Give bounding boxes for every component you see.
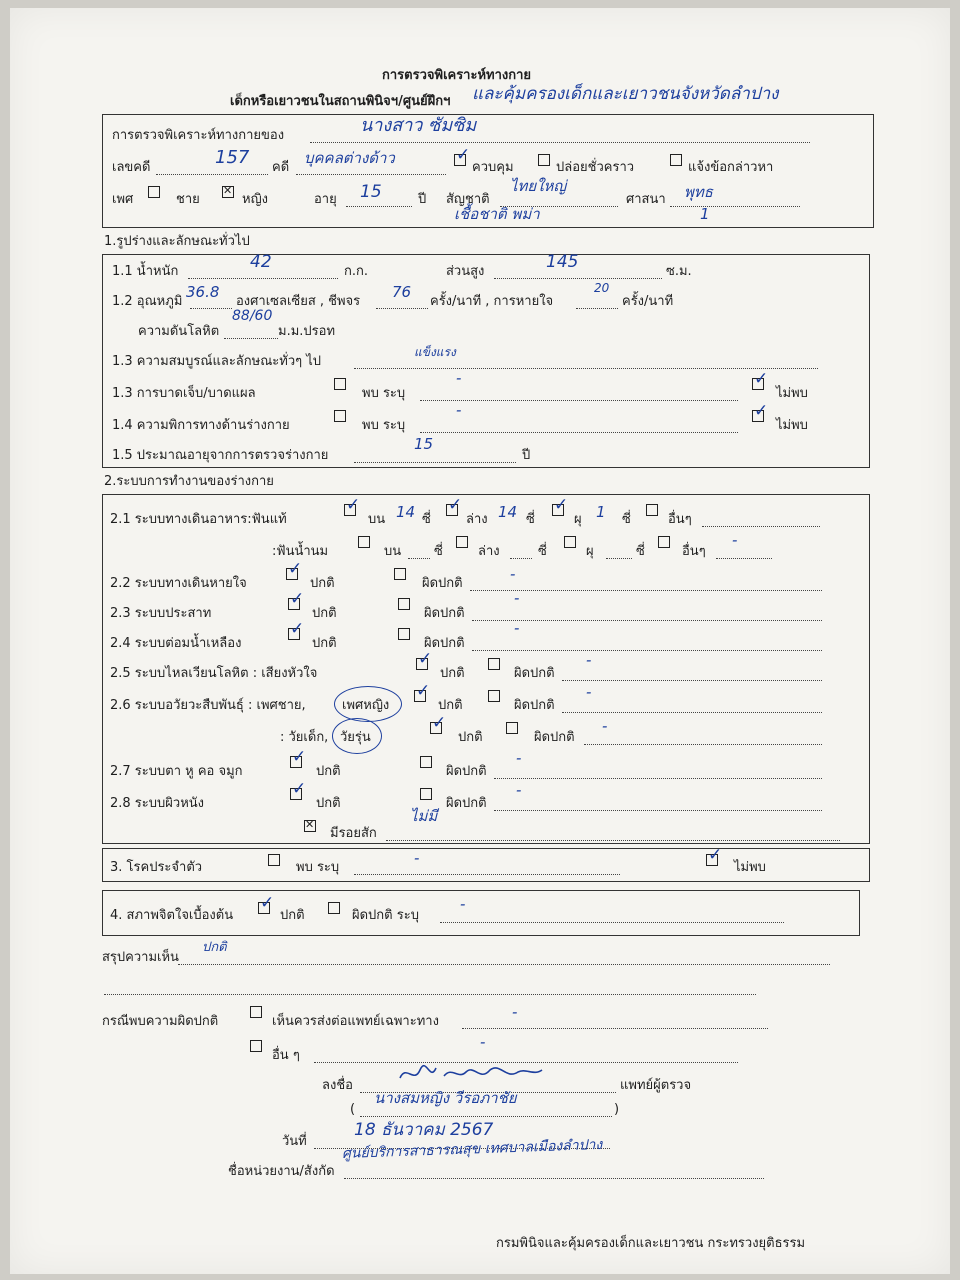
race-value: เชื้อชาติ พม่า: [454, 205, 540, 223]
tattoo-value: ไม่มี: [410, 807, 438, 825]
skin-normal-checkbox[interactable]: [290, 788, 302, 800]
milk-other-label: อื่นๆ: [682, 544, 706, 559]
pulse-value: 76: [392, 283, 412, 301]
others-label: อื่น ๆ: [272, 1048, 300, 1063]
others-dash: -: [480, 1033, 486, 1051]
doctor-signature: [396, 1058, 546, 1091]
male-checkbox[interactable]: [148, 186, 160, 198]
respiratory-normal-label: ปกติ: [310, 576, 335, 591]
lymph-normal-label: ปกติ: [312, 636, 337, 651]
milk-upper-checkbox[interactable]: [358, 536, 370, 548]
perm-filled-label: ผุ: [574, 512, 582, 527]
bp-value: 88/60: [232, 308, 273, 324]
temp-release-checkbox[interactable]: [538, 154, 550, 166]
perm-other-checkbox[interactable]: [646, 504, 658, 516]
perm-filled-checkbox[interactable]: [552, 504, 564, 516]
temp-label: 1.2 อุณหภูมิ: [112, 294, 183, 309]
refer-label: เห็นควรส่งต่อแพทย์เฉพาะทาง: [272, 1014, 439, 1029]
lymph-abnormal-checkbox[interactable]: [398, 628, 410, 640]
lymph-abnormal-label: ผิดปกติ: [424, 636, 465, 651]
milk-filled-unit: ซี่: [636, 544, 645, 559]
perm-other-label: อื่นๆ: [668, 512, 692, 527]
milk-other-checkbox[interactable]: [658, 536, 670, 548]
notify-label: แจ้งข้อกล่าวหา: [688, 160, 774, 175]
control-checkbox[interactable]: [454, 154, 466, 166]
repro-dash: -: [586, 683, 592, 701]
notify-checkbox[interactable]: [670, 154, 682, 166]
repro-normal-checkbox[interactable]: [414, 690, 426, 702]
respiratory-abnormal-checkbox[interactable]: [394, 568, 406, 580]
religion-extra: 1: [700, 205, 710, 223]
chronic-not-found-checkbox[interactable]: [706, 854, 718, 866]
respiratory-label: 2.2 ระบบทางเดินหายใจ: [110, 576, 247, 591]
injury-not-found-label: ไม่พบ: [776, 386, 808, 401]
injury-found-checkbox[interactable]: [334, 378, 346, 390]
chronic-dash: -: [414, 849, 420, 867]
injury-dash: -: [456, 369, 462, 387]
skin-normal-label: ปกติ: [316, 796, 341, 811]
resp-value: 20: [594, 281, 610, 295]
case-no-value: 157: [215, 147, 250, 168]
milk-other-dash: -: [732, 531, 738, 549]
nationality-value: ไทยใหญ่: [510, 177, 567, 195]
perm-lower-checkbox[interactable]: [446, 504, 458, 516]
center-name: และคุ้มครองเด็กและเยาวชนจังหวัดลำปาง: [472, 84, 779, 104]
tattoo-checkbox[interactable]: [304, 820, 316, 832]
age-dash: -: [602, 717, 608, 735]
est-age-label: 1.5 ประมาณอายุจากการตรวจร่างกาย: [112, 448, 329, 463]
female-circle-mark: [334, 686, 402, 722]
ent-label: 2.7 ระบบตา หู คอ จมูก: [110, 764, 243, 779]
chronic-found-label: พบ ระบุ: [296, 860, 340, 875]
sex-label: เพศ: [112, 192, 134, 207]
milk-filled-label: ผุ: [586, 544, 594, 559]
est-age-unit: ปี: [522, 448, 531, 463]
mental-dash: -: [460, 895, 466, 913]
tattoo-label: มีรอยสัก: [330, 826, 377, 841]
perm-lower-label: ล่าง: [466, 512, 488, 527]
circulation-normal-checkbox[interactable]: [416, 658, 428, 670]
injury-found-label: พบ ระบุ: [362, 386, 406, 401]
case-no-label: เลขคดี: [112, 160, 151, 175]
skin-dash: -: [516, 781, 522, 799]
perm-filled-unit: ซี่: [622, 512, 631, 527]
milk-label: :ฟันน้ำนม: [272, 544, 329, 559]
nervous-label: 2.3 ระบบประสาท: [110, 606, 212, 621]
unit-value: ศูนย์บริการสาธารณสุข เทศบาลเมืองลำปาง: [341, 1136, 603, 1162]
form-page: [10, 8, 950, 1274]
temp-release-label: ปล่อยชั่วคราว: [556, 160, 635, 175]
religion-value: พุทธ: [684, 183, 713, 201]
exam-of-label: การตรวจพิเคราะห์ทางกายของ: [112, 128, 285, 143]
perm-lower-unit: ซี่: [526, 512, 535, 527]
repro-abnormal-label: ผิดปกติ: [514, 698, 555, 713]
injury-label: 1.3 การบาดเจ็บ/บาดแผล: [112, 386, 256, 401]
nervous-normal-label: ปกติ: [312, 606, 337, 621]
nervous-abnormal-label: ผิดปกติ: [424, 606, 465, 621]
respiratory-normal-checkbox[interactable]: [286, 568, 298, 580]
teen-circle-mark: [332, 718, 382, 754]
mental-abnormal-label: ผิดปกติ ระบุ: [352, 908, 419, 923]
repro-normal-label: ปกติ: [438, 698, 463, 713]
weight-label: 1.1 น้ำหนัก: [112, 264, 179, 279]
lymph-label: 2.4 ระบบต่อมน้ำเหลือง: [110, 636, 242, 651]
ent-dash: -: [516, 749, 522, 767]
section2-heading: 2.ระบบการทำงานของร่างกาย: [104, 474, 274, 489]
sign-role: แพทย์ผู้ตรวจ: [620, 1078, 692, 1093]
perm-upper-label: บน: [368, 512, 386, 527]
female-checkbox[interactable]: [222, 186, 234, 198]
sign-label: ลงชื่อ: [322, 1078, 353, 1093]
ent-normal-label: ปกติ: [316, 764, 341, 779]
ent-abnormal-label: ผิดปกติ: [446, 764, 487, 779]
age-abnormal-label: ผิดปกติ: [534, 730, 575, 745]
circulation-label: 2.5 ระบบไหลเวียนโลหิต : เสียงหัวใจ: [110, 666, 318, 681]
skin-label: 2.8 ระบบผิวหนัง: [110, 796, 204, 811]
disability-not-found-checkbox[interactable]: [752, 410, 764, 422]
digestive-label: 2.1 ระบบทางเดินอาหาร:ฟันแท้: [110, 512, 287, 527]
skin-abnormal-label: ผิดปกติ: [446, 796, 487, 811]
chronic-found-checkbox[interactable]: [268, 854, 280, 866]
doctor-name: นางสมหญิง วีรอภาชัย: [374, 1089, 517, 1107]
case-label: คดี: [272, 160, 290, 175]
repro-label: 2.6 ระบบอวัยวะสืบพันธุ์ : เพศชาย,: [110, 698, 306, 713]
date-value: 18 ธันวาคม 2567: [354, 1120, 494, 1140]
year-label: ปี: [418, 192, 427, 207]
religion-label: ศาสนา: [626, 192, 666, 207]
age-value: 15: [360, 182, 382, 202]
age-normal-checkbox[interactable]: [430, 722, 442, 734]
age-label: อายุ: [314, 192, 337, 207]
circulation-abnormal-label: ผิดปกติ: [514, 666, 555, 681]
temp-unit: องศาเซลเซียส , ชีพจร: [236, 294, 361, 309]
height-value: 145: [546, 252, 579, 272]
milk-lower-unit: ซี่: [538, 544, 547, 559]
circulation-normal-label: ปกติ: [440, 666, 465, 681]
nervous-dash: -: [514, 589, 520, 607]
name-open-paren: (: [350, 1102, 356, 1117]
milk-upper-label: บน: [384, 544, 402, 559]
perm-lower-value: 14: [498, 503, 518, 521]
nervous-abnormal-checkbox[interactable]: [398, 598, 410, 610]
form-subtitle: เด็กหรือเยาวชนในสถานพินิจฯ/ศูนย์ฝึกฯ: [230, 94, 451, 109]
general-value: แข็งแรง: [414, 345, 456, 359]
injury-not-found-checkbox[interactable]: [752, 378, 764, 390]
chronic-disease-label: 3. โรคประจำตัว: [110, 860, 203, 875]
circulation-dash: -: [586, 651, 592, 669]
lymph-dash: -: [514, 619, 520, 637]
ent-normal-checkbox[interactable]: [290, 756, 302, 768]
height-unit: ซ.ม.: [666, 264, 692, 279]
chronic-not-found-label: ไม่พบ: [734, 860, 766, 875]
age-child-label: : วัยเด็ก,: [280, 730, 329, 745]
respiratory-dash: -: [510, 565, 516, 583]
mental-normal-label: ปกติ: [280, 908, 305, 923]
form-title: การตรวจพิเคราะห์ทางกาย: [382, 68, 532, 83]
exam-of-value: นางสาว ซัมซิม: [360, 115, 477, 136]
perm-filled-value: 1: [596, 503, 606, 521]
name-close-paren: ): [614, 1102, 620, 1117]
signature-scribble: [396, 1058, 546, 1088]
age-abnormal-checkbox[interactable]: [506, 722, 518, 734]
disability-label: 1.4 ความพิการทางด้านร่างกาย: [112, 418, 290, 433]
refer-dash: -: [512, 1003, 518, 1021]
disability-found-checkbox[interactable]: [334, 410, 346, 422]
respiratory-abnormal-label: ผิดปกติ: [422, 576, 463, 591]
milk-filled-checkbox[interactable]: [564, 536, 576, 548]
temp-value: 36.8: [186, 283, 220, 301]
milk-upper-unit: ซี่: [434, 544, 443, 559]
refer-checkbox[interactable]: [250, 1006, 262, 1018]
lymph-normal-checkbox[interactable]: [288, 628, 300, 640]
opinion-label: สรุปความเห็น: [102, 950, 179, 965]
nationality-label: สัญชาติ: [446, 192, 490, 207]
weight-unit: ก.ก.: [344, 264, 369, 279]
ent-abnormal-checkbox[interactable]: [420, 756, 432, 768]
mental-abnormal-checkbox[interactable]: [328, 902, 340, 914]
nervous-normal-checkbox[interactable]: [288, 598, 300, 610]
disability-not-found-label: ไม่พบ: [776, 418, 808, 433]
pulse-unit: ครั้ง/นาที , การหายใจ: [430, 294, 554, 309]
repro-abnormal-checkbox[interactable]: [488, 690, 500, 702]
opinion-value: ปกติ: [202, 940, 227, 955]
male-label: ชาย: [176, 192, 200, 207]
milk-lower-label: ล่าง: [478, 544, 500, 559]
bp-unit: ม.ม.ปรอท: [278, 324, 336, 339]
age-teen-label: วัยรุ่น: [340, 730, 371, 745]
abnormal-case-label: กรณีพบความผิดปกติ: [102, 1014, 219, 1029]
others-checkbox[interactable]: [250, 1040, 262, 1052]
disability-dash: -: [456, 401, 462, 419]
skin-abnormal-checkbox[interactable]: [420, 788, 432, 800]
perm-upper-checkbox[interactable]: [344, 504, 356, 516]
height-label: ส่วนสูง: [446, 264, 485, 279]
weight-value: 42: [250, 252, 272, 272]
mental-state-label: 4. สภาพจิตใจเบื้องต้น: [110, 908, 234, 923]
section1-heading: 1.รูปร่างและลักษณะทั่วไป: [104, 234, 250, 249]
general-label: 1.3 ความสมบูรณ์และลักษณะทั่วๆ ไป: [112, 354, 322, 369]
perm-upper-value: 14: [396, 503, 416, 521]
disability-found-label: พบ ระบุ: [362, 418, 406, 433]
bp-label: ความดันโลหิต: [138, 324, 220, 339]
milk-lower-checkbox[interactable]: [456, 536, 468, 548]
unit-label: ชื่อหน่วยงาน/สังกัด: [228, 1164, 335, 1179]
repro-female-label: เพศหญิง: [342, 698, 390, 713]
footer-department: กรมพินิจและคุ้มครองเด็กและเยาวชน กระทรวงยุติธรรม: [496, 1236, 806, 1251]
perm-upper-unit: ซี่: [422, 512, 431, 527]
age-normal-label: ปกติ: [458, 730, 483, 745]
est-age-value: 15: [414, 435, 434, 453]
case-value: บุคคลต่างด้าว: [304, 149, 395, 167]
control-label: ควบคุม: [472, 160, 514, 175]
circulation-abnormal-checkbox[interactable]: [488, 658, 500, 670]
date-label: วันที่: [282, 1134, 307, 1149]
mental-normal-checkbox[interactable]: [258, 902, 270, 914]
resp-unit: ครั้ง/นาที: [622, 294, 674, 309]
female-label: หญิง: [242, 192, 268, 207]
